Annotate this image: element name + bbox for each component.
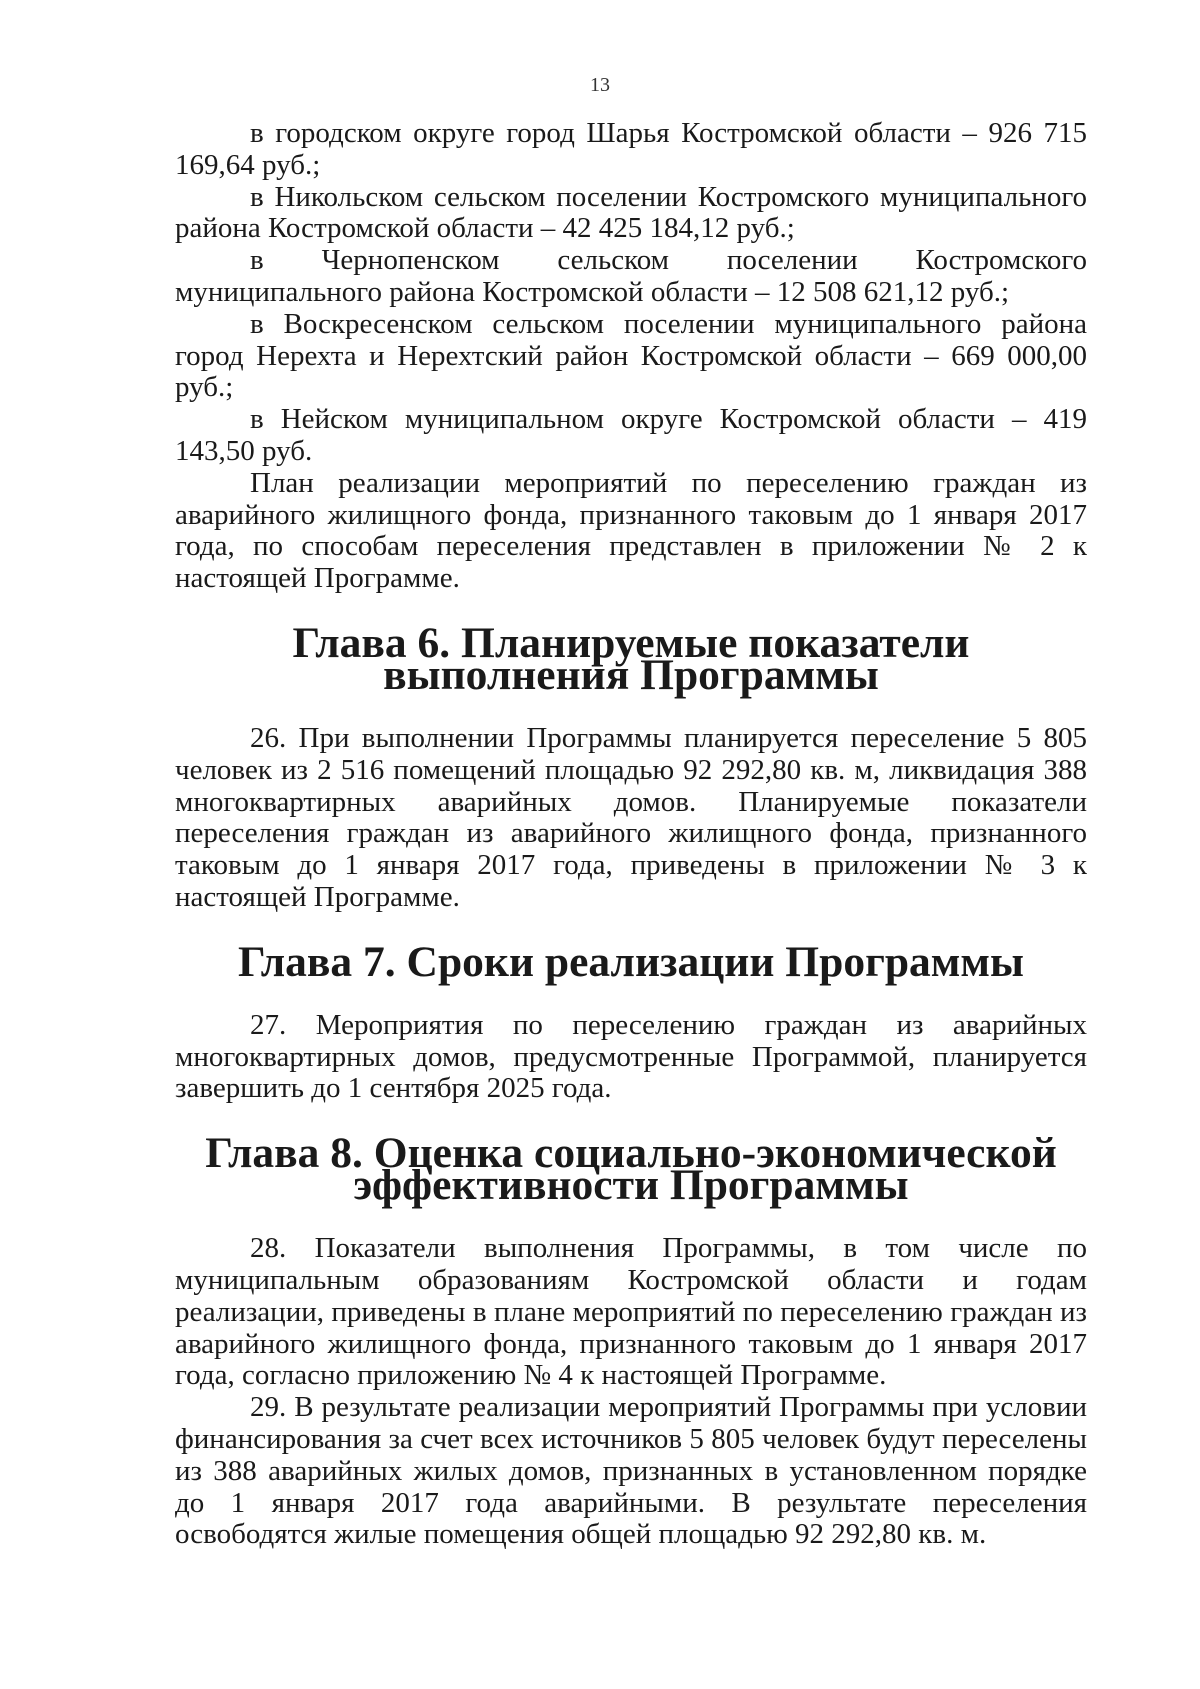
paragraph-plan-reference: План реализации мероприятий по переселению граждан из аварийного жилищного фонда, признанного таковым до 1 января 2017 года, по способам переселения представлен в приложении № 2 к настоящей Программе. [175,466,1087,595]
paragraph-neysky: в Нейском муниципальном округе Костромской области – 419 143,50 руб. [175,403,1087,467]
page-number: 13 [590,74,610,96]
chapter-8-heading: Глава 8. Оценка социально-экономической эффективности Программы [205,1129,1057,1210]
paragraph-sharya: в городском округе город Шарья Костромской области – 926 715 169,64 руб.; [175,117,1087,181]
paragraph-nikolskoe: в Никольском сельском поселении Костромского муниципального района Костромской области – 42 425 184,12 руб.; [175,180,1087,245]
document-body [175,118,1087,1551]
chapter-7-heading: Глава 7. Сроки реализации Программы [238,937,1024,986]
paragraph-28: 28. Показатели выполнения Программы, в том числе по муниципальным образованиям Костромской области и годам реализации, приведены в плане мероприятий по переселению граждан из аварийного жилищного фонда, признанного таковым до 1 января 2017 года, согласно приложению № 4 к настоящей Программе. [175,1232,1087,1392]
chapter-6-heading: Глава 6. Планируемые показатели выполнения Программы [292,618,970,699]
paragraph-29: 29. В результате реализации мероприятий Программы при условии финансирования за счет всех источников 5 805 человек будут переселены из 388 аварийных жилых домов, признанных в установленном порядке до 1 января 2017 года аварийными. В результате переселения освободятся жилые помещения общей площадью 92 292,80 кв. м. [175,1391,1087,1551]
paragraph-27: 27. Мероприятия по переселению граждан из аварийных многоквартирных домов, предусмотренные Программой, планируется завершить до 1 сентября 2025 года. [175,1008,1087,1105]
paragraph-26: 26. При выполнении Программы планируется переселение 5 805 человек из 2 516 помещений площадью 92 292,80 кв. м, ликвидация 388 многоквартирных аварийных домов. Планируемые показатели переселения граждан из аварийного жилищного фонда, признанного таковым до 1 января 2017 года, приведены в приложении № 3 к настоящей Программе. [175,721,1087,913]
paragraph-voskresenskoe: в Воскресенском сельском поселении муниципального района город Нерехта и Нерехтский район Костромской области – 669 000,00 руб.; [175,307,1087,404]
paragraph-chernopenskoe: в Чернопенском сельском поселении Костромского муниципального района Костромской области – 12 508 621,12 руб.; [175,244,1087,308]
